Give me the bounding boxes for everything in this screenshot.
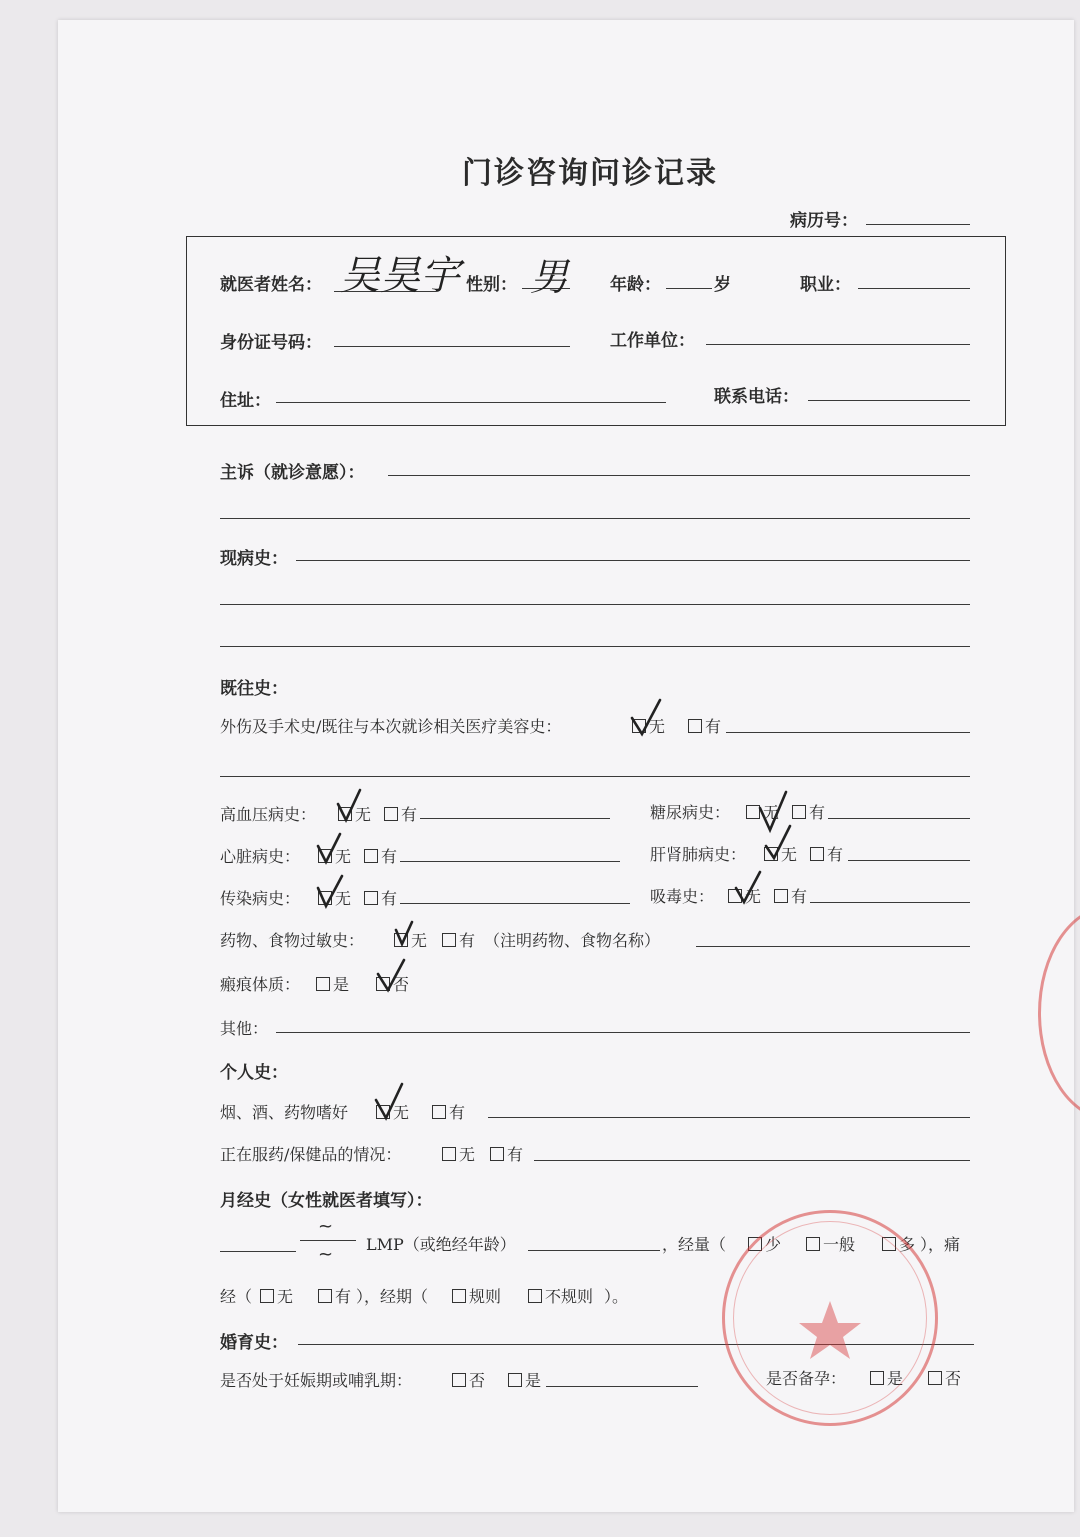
workplace-label: 工作单位：: [610, 331, 695, 351]
option-label: 无: [393, 1103, 410, 1122]
allergy-note: （注明药物、食物名称）: [484, 931, 661, 950]
check-surgery-none: [632, 700, 660, 734]
check-heart-none: [318, 834, 340, 862]
option-label: 有: [827, 845, 844, 864]
period-label: ），经期（: [356, 1287, 429, 1306]
present-illness-label: 现病史：: [220, 549, 288, 569]
option-label: 有: [381, 889, 398, 908]
option-label: 有: [335, 1287, 352, 1306]
infectious-label: 传染病史：: [220, 889, 301, 908]
option-label: 无: [277, 1287, 294, 1306]
personal-heading: 个人史：: [220, 1063, 288, 1083]
id-label: 身份证号码：: [220, 333, 322, 353]
option-label: 无: [355, 805, 372, 824]
option-label: 少: [765, 1235, 782, 1254]
phone-label: 联系电话：: [714, 387, 799, 407]
medication-label: 正在服药/保健品的情况：: [220, 1145, 402, 1164]
option-label: 无: [781, 845, 798, 864]
option-label: 有: [459, 931, 476, 950]
diabetes-label: 糖尿病史：: [650, 803, 731, 822]
company-seal: [722, 1210, 938, 1426]
occupation-label: 职业：: [800, 275, 851, 295]
volume-label: ，经量（: [662, 1235, 727, 1254]
option-label: 有: [381, 847, 398, 866]
option-label: 有: [809, 803, 826, 822]
check-habits-none: [376, 1084, 402, 1118]
other-label: 其他：: [220, 1019, 269, 1038]
option-label: 有: [791, 887, 808, 906]
check-hypertension-none: [338, 790, 360, 820]
option-label: 有: [449, 1103, 466, 1122]
record-no-label: 病历号：: [790, 211, 858, 231]
option-label: 一般: [823, 1235, 856, 1254]
marriage-heading: 婚育史：: [220, 1333, 288, 1353]
option-label: 无: [649, 717, 666, 736]
age-unit: 岁: [714, 275, 731, 295]
option-label: 规则: [469, 1287, 502, 1306]
allergy-label: 药物、食物过敏史：: [220, 931, 365, 950]
check-drug-none: [736, 872, 760, 902]
option-label: 有: [507, 1145, 524, 1164]
surgery-label: 外伤及手术史/既往与本次就诊相关医疗美容史：: [220, 717, 562, 736]
option-label: 无: [335, 847, 352, 866]
option-label: 无: [411, 931, 428, 950]
check-scar-no: [378, 960, 404, 990]
option-label: 是: [887, 1369, 904, 1388]
name-handwritten: 吴昊宇: [340, 253, 460, 299]
gender-handwritten: 男: [530, 255, 569, 299]
menstrual-heading: 月经史（女性就医者填写）：: [220, 1191, 433, 1211]
form-title: 门诊咨询问诊记录: [462, 156, 718, 191]
option-label: 无: [763, 803, 780, 822]
check-allergy-none: [396, 922, 412, 944]
option-label: 否: [945, 1369, 962, 1388]
liver-kidney-label: 肝肾肺病史：: [650, 845, 747, 864]
age-label: 年龄：: [610, 275, 661, 295]
drug-abuse-label: 吸毒史：: [650, 887, 715, 906]
option-label: 有: [705, 717, 722, 736]
option-label: 无: [459, 1145, 476, 1164]
hypertension-label: 高血压病史：: [220, 805, 317, 824]
lmp-label: LMP（或绝经年龄）: [366, 1235, 516, 1254]
tilde-bottom-icon: ~: [318, 1244, 334, 1265]
heart-label: 心脏病史：: [220, 847, 301, 866]
past-history-heading: 既往史：: [220, 679, 288, 699]
option-label: 无: [335, 889, 352, 908]
planning-label: 是否备孕：: [766, 1369, 847, 1388]
scar-label: 瘢痕体质：: [220, 975, 301, 994]
option-label: 不规则: [545, 1287, 594, 1306]
option-label: 多: [899, 1235, 916, 1254]
name-label: 就医者姓名：: [220, 275, 322, 295]
tilde-top-icon: ~: [318, 1216, 334, 1237]
complaint-label: 主诉（就诊意愿）：: [220, 463, 365, 483]
option-label: 否: [469, 1371, 486, 1390]
option-label: 有: [401, 805, 418, 824]
option-label: 无: [745, 887, 762, 906]
check-diabetes-none: [760, 792, 786, 830]
option-label: 是: [525, 1371, 542, 1390]
habits-label: 烟、酒、药物嗜好: [220, 1103, 349, 1122]
period-end-text: ）。: [604, 1287, 629, 1306]
option-label: 是: [333, 975, 350, 994]
pain-prefix-text: 经（: [220, 1287, 253, 1306]
pain-tail-text: ），痛: [920, 1235, 961, 1254]
address-label: 住址：: [220, 391, 271, 411]
check-infectious-none: [318, 876, 342, 906]
gender-label: 性别：: [466, 275, 517, 295]
pregnancy-label: 是否处于妊娠期或哺乳期：: [220, 1371, 413, 1390]
option-label: 否: [393, 975, 410, 994]
